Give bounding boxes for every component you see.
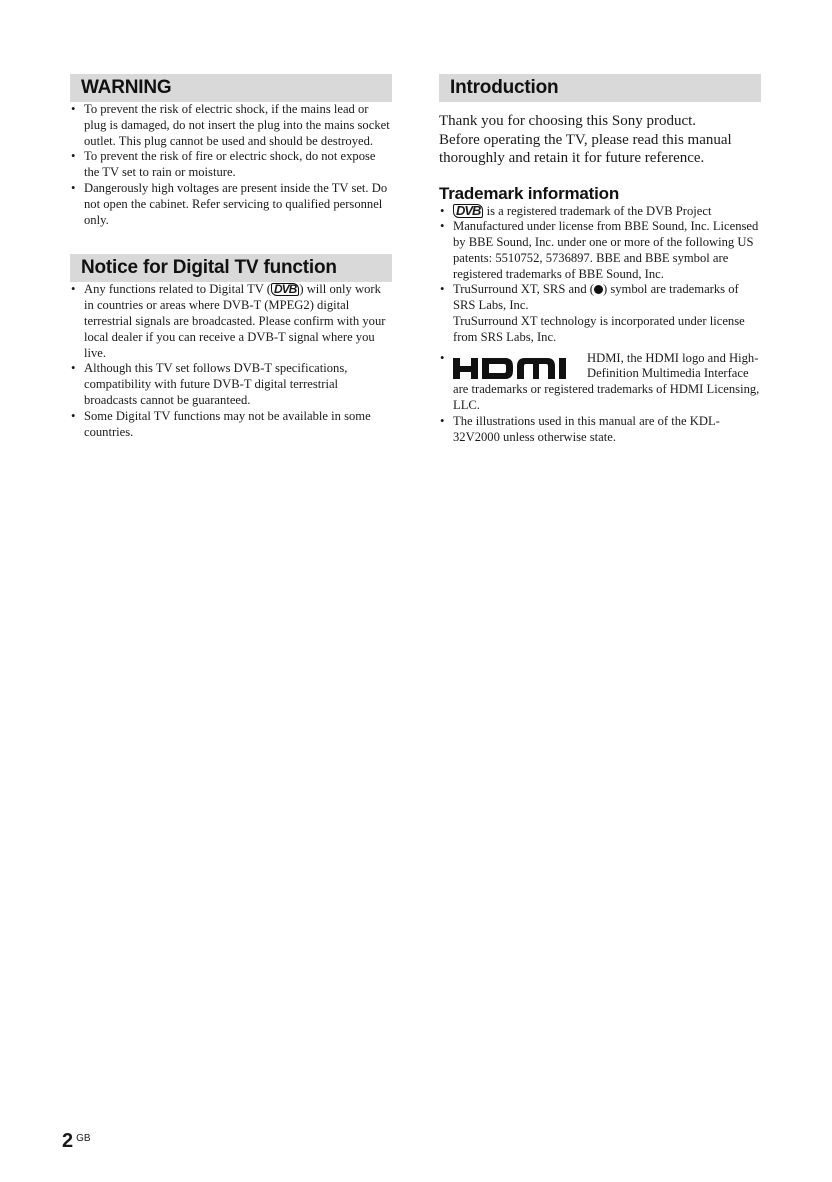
notice-heading: Notice for Digital TV function [70, 254, 392, 282]
warning-item: • To prevent the risk of electric shock, if the mains lead or plug is damaged, do not insert the plug into the mains socket outlet. This plug cannot be used and should be destroyed. [70, 102, 392, 149]
dvb-logo-icon: DVB [271, 283, 299, 296]
srs-symbol-icon [594, 285, 603, 294]
hdmi-logo-icon [453, 355, 579, 381]
notice-item [70, 282, 392, 361]
notice-list [70, 282, 392, 440]
page-number [62, 1130, 91, 1153]
notice-item-text: ) will only work in countries or areas where DVB-T (MPEG2) digital terrestrial signals are broadcasted. Please confirm with your local dealer if you can receive a DVB-T signal where you live. [84, 282, 386, 360]
trademark-list [439, 204, 761, 414]
right-column [439, 74, 761, 445]
footnote-item: • The illustrations used in this manual are of the KDL-32V2000 unless otherwise state. [439, 414, 761, 446]
trademark-text: TruSurround XT technology is incorporated under license from SRS Labs, Inc. [453, 314, 745, 344]
notice-item: • Although this TV set follows DVB-T specifications, compatibility with future DVB-T digital terrestrial broadcasts cannot be guaranteed. [70, 361, 392, 408]
trademark-text: is a registered trademark of the DVB Project [483, 203, 712, 218]
trademark-item-bbe: • Manufactured under license from BBE Sound, Inc. Licensed by BBE Sound, Inc. under one or more of the following US patents: 5510752, 5736897. BBE and BBE symbol are registered trademarks of BBE Sound, Inc. [439, 219, 761, 282]
page-region: GB [76, 1133, 91, 1144]
trademark-text: HDMI, the HDMI logo and High-Definition Multimedia Interface are trademarks or registered trademarks of HDMI Licensing, LLC. [453, 350, 760, 413]
trademark-text: TruSurround XT, SRS and ( [453, 282, 594, 297]
trademark-item-hdmi [439, 351, 761, 414]
warning-list [70, 102, 392, 228]
notice-item: • Some Digital TV functions may not be available in some countries. [70, 409, 392, 441]
footnote-list [439, 414, 761, 446]
introduction-text [439, 112, 761, 168]
introduction-line: Thank you for choosing this Sony product. [439, 113, 697, 129]
trademark-text: ) symbol are trademarks of SRS Labs, Inc. [453, 282, 739, 313]
warning-heading: WARNING [70, 74, 392, 102]
warning-item: • Dangerously high voltages are present inside the TV set. Do not open the cabinet. Refer servicing to qualified personnel only. [70, 181, 392, 228]
left-column [70, 74, 392, 440]
dvb-logo-icon: DVB [453, 204, 483, 218]
trademark-item-dvb [439, 204, 761, 220]
introduction-line: Before operating the TV, please read this manual thoroughly and retain it for future reference. [439, 131, 732, 166]
notice-item-text: Any functions related to Digital TV ( [84, 282, 272, 297]
page-number-value: 2 [62, 1130, 74, 1152]
introduction-heading: Introduction [439, 74, 761, 102]
trademark-heading: Trademark information [439, 183, 620, 203]
trademark-item-srs [439, 282, 761, 345]
warning-item: • To prevent the risk of fire or electric shock, do not expose the TV set to rain or moisture. [70, 149, 392, 181]
